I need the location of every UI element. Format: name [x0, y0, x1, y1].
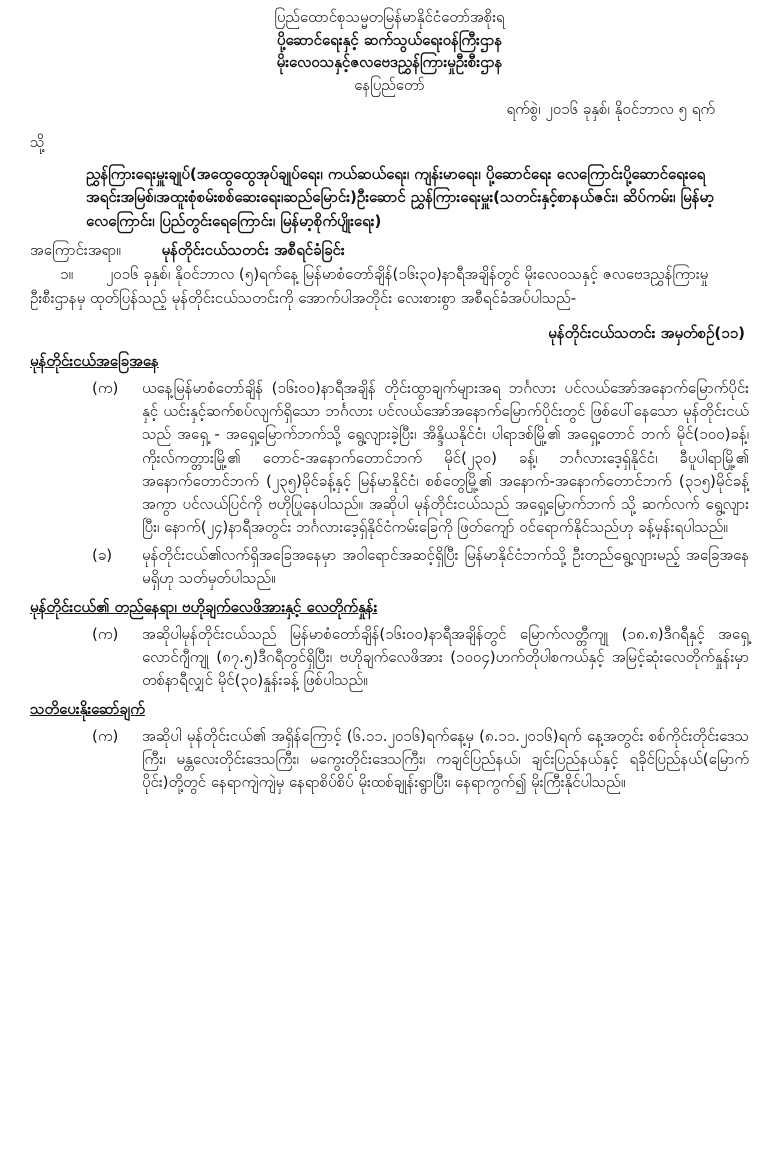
- item-marker: (က): [92, 624, 119, 643]
- section-title-status: မုန်တိုင်းငယ်အခြေအနေ: [30, 352, 159, 371]
- list-item: [30, 725, 749, 795]
- section-title-warning: သတိပေးနိုးဆော်ချက်: [30, 700, 145, 719]
- list-item: [30, 544, 749, 591]
- item-text: အဆိုပါ မုန်တိုင်းငယ်၏ အရှိန်ကြောင့် (၆.၁၁.၂၀၁၆)ရက်နေ့မှ (၈.၁၁.၂၀၁၆)ရက် နေ့အတွင်း စစ်ကိုင်းတိုင်းဒေသကြီး၊ မန္တလေးတိုင်းဒေသကြီး၊ မကွေးတိုင်းဒေသကြီး၊ ကချင်ပြည်နယ်၊ ချင်းပြည်နယ်နှင့် ရခိုင်ပြည်နယ်(မြောက်ပိုင်း)တို့တွင် နေရာကျဲကျဲမှ နေရာစိပ်စိပ် မိုးထစ်ချုန်းရွာပြီး၊ နေရာကွက်၍ မိုးကြီးနိုင်ပါသည်။: [142, 726, 749, 792]
- header-ministry: ပို့ဆောင်ရေးနှင့် ဆက်သွယ်ရေးဝန်ကြီးဌာန: [276, 30, 503, 49]
- subject-value: မုန်တိုင်းငယ်သတင်း အစီရင်ခံခြင်း: [161, 240, 345, 259]
- item-text: မုန်တိုင်းငယ်၏လက်ရှိအခြေအနေမှာ အဝါရောင်အဆင့်ရှိပြီး မြန်မာနိုင်ငံဘက်သို့ ဦးတည်ရွေ့လျားမည့် အခြေအနေမရှိဟု သတ်မှတ်ပါသည်။: [142, 545, 749, 587]
- section-title-location: မုန်တိုင်းငယ်၏ တည်နေရာ၊ ဗဟိုချက်လေဖိအားနှင့် လေတိုက်နှုန်း: [30, 598, 378, 616]
- letter-date: ရက်စွဲ၊ ၂၀၁၆ ခုနှစ်၊ နိုဝင်ဘာလ ၅ ရက်: [506, 100, 715, 118]
- header-city: နေပြည်တော်: [354, 75, 425, 94]
- bulletin-number: မုန်တိုင်းငယ်သတင်း အမှတ်စဉ်(၁၁): [548, 323, 745, 342]
- subject-row: [30, 239, 749, 262]
- header-department: မိုးလေဝသနှင့်ဇလဗေဒညွှန်ကြားမှုဦးစီးဌာန: [276, 53, 503, 71]
- item-text: ယနေ့မြန်မာစံတော်ချိန် (၁၆း၀၀)နာရီအချိန် တိုင်းထွာချက်များအရ ဘင်္ဂလား ပင်လယ်အော်အနောက်မြောက်ပိုင်းနှင့် ယင်းနှင့်ဆက်စပ်လျက်ရှိသော ဘင်္ဂလား ပင်လယ်အော်အနောက်မြောက်ပိုင်းတွင် ဖြစ်ပေါ်နေသော မုန်တိုင်းငယ်သည် အရှေ့ - အရှေ့မြောက်ဘက်သို့ ရွေ့လျားခဲ့ပြီး၊ အိန္ဒိယနိုင်ငံ၊ ပါရာဒစ်မြို့၏ အရှေ့တောင် ဘက် မိုင်(၁၀၀)ခန့်၊ ကိုးလ်ကတ္တားမြို့၏ တောင်-အနောက်တောင်ဘက် မိုင်(၂၃၀) ခန့်၊ ဘင်္ဂလားဒေ့ရှ်နိုင်ငံ၊ ခီပူပါရာမြို့၏ အနောက်တောင်ဘက် (၂၃၅)မိုင်ခန့်နှင့် မြန်မာနိုင်ငံ၊ စစ်တွေမြို့၏ အနောက်-အနောက်တောင်ဘက် (၃၁၅)မိုင်ခန့်အကွာ ပင်လယ်ပြင်ကို ဗဟိုပြုနေပါသည်။ အဆိုပါ မုန်တိုင်းငယ်သည် အရှေ့မြောက်ဘက် သို့ ဆက်လက် ရွေ့လျားပြီး၊ နောက်(၂၄)နာရီအတွင်း ဘင်္ဂလားဒေ့ရှ်နိုင်ငံကမ်းခြေကို ဖြတ်ကျော် ဝင်ရောက်နိုင်သည်ဟု ခန့်မှန်းရပါသည်။: [142, 378, 749, 537]
- item-marker: (က): [92, 378, 119, 397]
- paragraph-1: [30, 263, 749, 310]
- item-marker: (ခ): [92, 545, 113, 564]
- list-item: [30, 377, 749, 540]
- list-item: [30, 623, 749, 693]
- letterhead: [30, 6, 749, 96]
- item-text: အဆိုပါမုန်တိုင်းငယ်သည် မြန်မာစံတော်ချိန်(၁၆း၀၀)နာရီအချိန်တွင် မြောက်လတ္တီကျု (၁၈.၈)ဒီဂရီနှင့် အရှေ့လောင်ဂျီကျု (၈၇.၅)ဒီဂရီတွင်ရှိပြီး၊ ဗဟိုချက်လေဖိအား (၁၀၀၄)ဟက်တိုပါစကယ်နှင့် အမြင့်ဆုံးလေတိုက်နှုန်းမှာ တစ်နာရီလျှင် မိုင်(၃၀)နှုန်းခန့် ဖြစ်ပါသည်။: [142, 624, 749, 689]
- to-label: သို့: [30, 132, 45, 151]
- subject-label: အကြောင်းအရာ။: [30, 240, 121, 259]
- item-marker: (က): [92, 726, 119, 745]
- recipient-block: ညွှန်ကြားရေးမှူးချုပ်(အထွေထွေအုပ်ချုပ်ရေး၊ ကယ်ဆယ်ရေး၊ ကျန်းမာရေး၊ ပို့ဆောင်ရေး လေကြောင်းပို့ဆောင်ရေးရေအရင်းအမြစ်၊အထူးစုံစမ်းစစ်ဆေးရေး၊ဆည်မြောင်း)ဦးဆောင် ညွှန်ကြားရေးမှူး(သတင်းနှင့်စာနယ်ဇင်း၊ ဆိပ်ကမ်း၊ မြန်မာ့လေကြောင်း၊ ပြည်တွင်းရေကြောင်း၊ မြန်မာ့စိုက်ပျိုးရေး): [86, 165, 715, 230]
- header-government: ပြည်ထောင်စုသမ္မတမြန်မာနိုင်ငံတော်အစိုးရ: [274, 8, 505, 26]
- paragraph-1-text: ၂၀၁၆ ခုနှစ်၊ နိုဝင်ဘာလ (၅)ရက်နေ့ မြန်မာစံတော်ချိန်(၁၆း၃၀)နာရီအချိန်တွင် မိုးလေဝသနှင့် ဇလဗေဒညွှန်ကြားမှုဦးစီးဌာနမှ ထုတ်ပြန်သည့် မုန်တိုင်းငယ်သတင်းကို အောက်ပါအတိုင်း လေးစားစွာ အစီရင်ခံအပ်ပါသည်-: [30, 265, 709, 307]
- paragraph-1-number: ၁။: [60, 265, 73, 284]
